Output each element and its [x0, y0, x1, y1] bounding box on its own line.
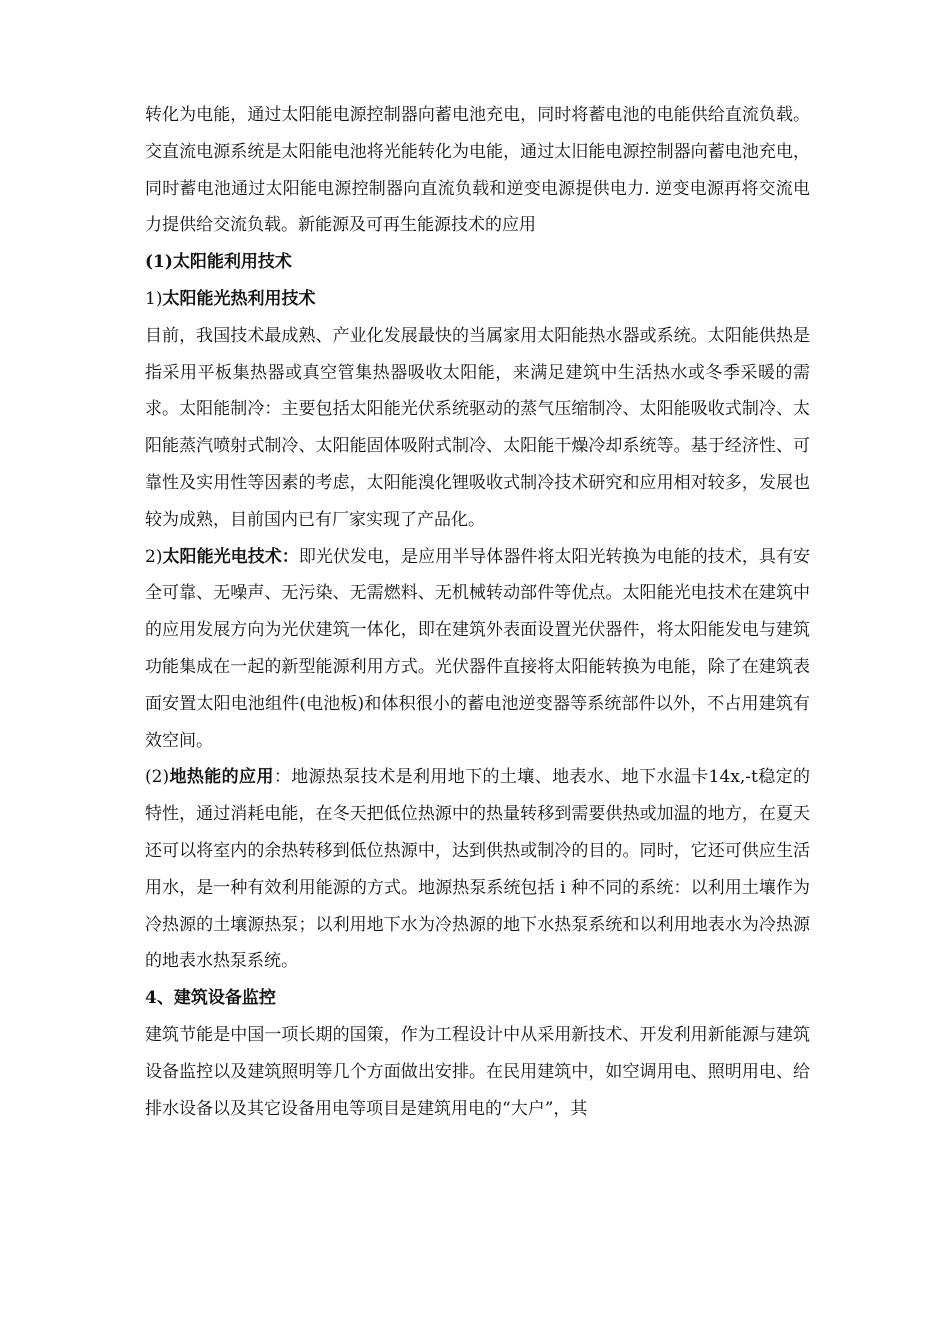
heading-solar-thermal-number: 1) [145, 288, 163, 309]
paragraph-solar-pv [145, 539, 810, 760]
paragraph-solar-thermal: 目前，我国技术最成熟、产业化发展最快的当属家用太阳能热水器或系统。太阳能供热是指采用平板集热器或真空管集热器吸收太阳能，来满足建筑中生活热水或冬季采暖的需求。太阳能制冷：主要包括太阳能光伏系统驱动的蒸气压缩制冷、太阳能吸收式制冷、太阳能蒸汽喷射式制冷、太阳能固体吸附式制冷、太阳能干燥冷却系统等。基于经济性、可靠性及实用性等因素的考虑，太阳能溴化锂吸收式制冷技术研究和应用相对较多，发展也较为成熟，目前国内已有厂家实现了产品化。 [145, 325, 810, 530]
document-body [145, 97, 810, 1127]
geothermal-title: 地热能的应用 [169, 767, 274, 788]
paragraph-geothermal [145, 759, 810, 980]
heading-building-monitoring: 4、建筑设备监控 [145, 988, 276, 1009]
solar-pv-number: 2) [145, 546, 163, 567]
heading-solar-thermal-title: 太阳能光热利用技术 [162, 288, 316, 309]
geothermal-number: (2) [145, 767, 170, 788]
paragraph-building-energy: 建筑节能是中国一项长期的国策，作为工程设计中从采用新技术、开发利用新能源与建筑设备监控以及建筑照明等几个方面做出安排。在民用建筑中，如空调用电、照明用电、给排水设备以及其它设备用电等项目是建筑用电的“大户”，其 [145, 1024, 810, 1119]
paragraph-power-systems: 转化为电能，通过太阳能电源控制器向蓄电池充电，同时将蓄电池的电能供给直流负载。交直流电源系统是太阳能电池将光能转化为电能，通过太旧能电源控制器向蓄电池充电，同时蓄电池通过太阳能电源控制器向直流负载和逆变电源提供电力. 逆变电源再将交流电力提供给交流负载。新能源及可再生能源技术的应用 [145, 105, 810, 236]
geothermal-body: ：地源热泵技术是利用地下的土壤、地表水、地下水温卡14x,-t稳定的特性，通过消耗电能，在冬天把低位热源中的热量转移到需要供热或加温的地方，在夏天还可以将室内的余热转移到低位热源中，达到供热或制冷的目的。同时，它还可供应生活用水，是一种有效利用能源的方式。地源热泵系统包括 i 种不同的系统：以利用土壤作为冷热源的土壤源热泵；以利用地下水为冷热源的地下水热泵系统和以利用地表水为冷热源的地表水热泵系统。 [145, 767, 811, 972]
heading-solar-thermal [145, 281, 810, 318]
solar-pv-title: 太阳能光电技术： [162, 546, 299, 567]
heading-solar-utilization: (1)太阳能利用技术 [145, 252, 292, 273]
solar-pv-body: 即光伏发电，是应用半导体器件将太阳光转换为电能的技术，具有安全可靠、无噪声、无污染、无需燃料、无机械转动部件等优点。太阳能光电技术在建筑中的应用发展方向为光伏建筑一体化，即在建筑外表面设置光伏器件，将太阳能发电与建筑功能集成在一起的新型能源利用方式。光伏器件直接将太阳能转换为电能，除了在建筑表面安置太阳电池组件(电池板)和体积很小的蓄电池逆变器等系统部件以外，不占用建筑有效空间。 [145, 546, 811, 751]
